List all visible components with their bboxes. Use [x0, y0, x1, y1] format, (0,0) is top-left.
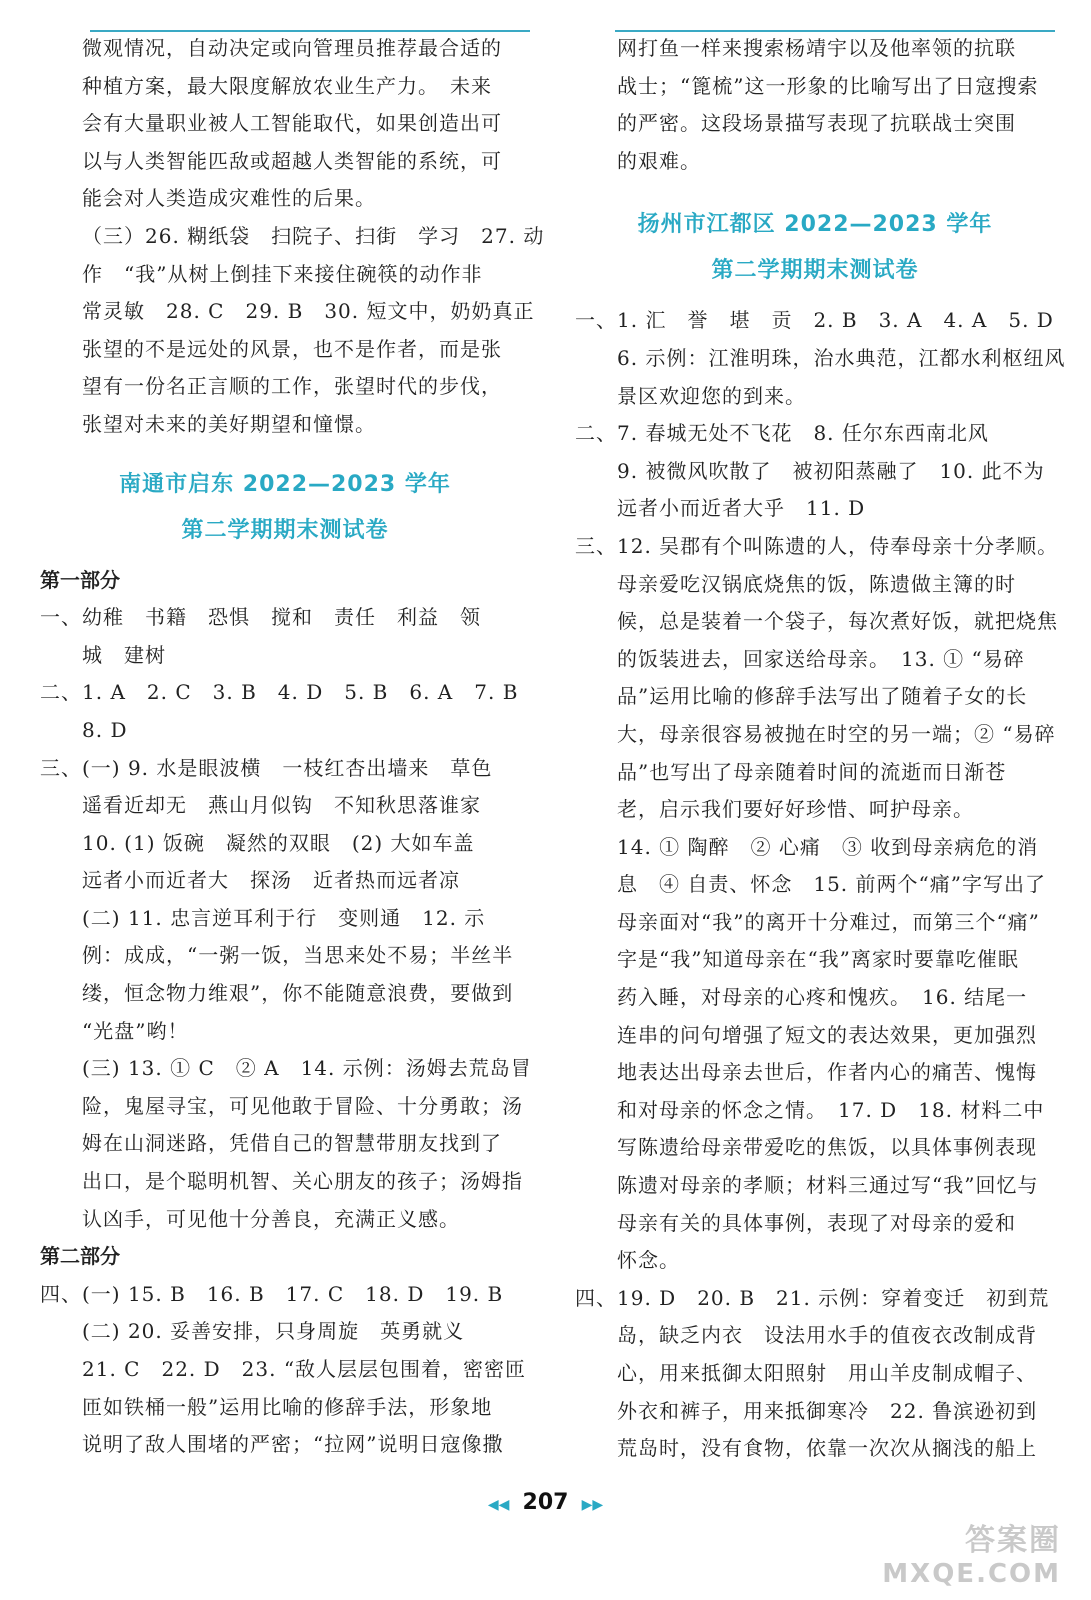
- answer-line: (二) 20. 妥善安排，只身周旋 英勇就义: [82, 1319, 465, 1344]
- answer-line: 荒岛时，没有食物，依靠一次次从搁浅的船上: [617, 1436, 1037, 1461]
- answer-line: （三）26. 糊纸袋 扫院子、扫街 学习 27. 动: [82, 223, 545, 248]
- answer-line: 作 “我”从树上倒挂下来接住碗筷的动作非: [82, 261, 483, 286]
- answer-line: 心，用来抵御太阳照射 用山羊皮制成帽子、: [617, 1361, 1037, 1385]
- answer-line: 认凶手，可见他十分善良，充满正义感。: [82, 1206, 460, 1231]
- answer-line: 出口，是个聪明机智、关心朋友的孩子；汤姆指: [82, 1169, 523, 1194]
- answer-line: 陈遗对母亲的孝顺；材料三通过写“我”回忆与: [617, 1173, 1039, 1198]
- section-title-yangzhou-line2: 第二学期期末测试卷: [711, 258, 919, 284]
- answer-line: 遥看近却无 燕山月似钩 不知秋思落谁家: [82, 793, 481, 818]
- answer-line: 和对母亲的怀念之情。 17. D 18. 材料二中: [617, 1097, 1045, 1122]
- answer-line: 候，总是装着一个袋子，每次煮好饭，就把烧焦: [617, 609, 1058, 634]
- answer-line: 21. C 22. D 23. “敌人层层包围着，密密匝: [82, 1357, 527, 1381]
- answer-line: (二) 11. 忠言逆耳利于行 变则通 12. 示: [82, 905, 486, 930]
- answer-line: 怀念。: [617, 1248, 680, 1273]
- answer-line: 一、1. 汇 誉 堪 贡 2. B 3. A 4. A 5. D: [575, 308, 1054, 333]
- answer-line: 微观情况，自动决定或向管理员推荐最合适的: [82, 36, 502, 60]
- left-answers-continued: [40, 30, 545, 444]
- answer-line: 品”运用比喻的修辞手法写出了随着子女的长: [617, 684, 1028, 709]
- answer-line: 匝如铁桶一般”运用比喻的修辞手法，形象地: [82, 1394, 493, 1419]
- yangzhou-answers: [575, 302, 1066, 1467]
- answer-line: 二、7. 春城无处不飞花 8. 任尔东西南北风: [575, 421, 989, 446]
- prev-arrows-icon: ◀◀: [487, 1497, 510, 1513]
- answer-line: 9. 被微风吹散了 被初阳蒸融了 10. 此不为: [617, 458, 1045, 483]
- answer-line: 缕，恒念物力维艰”，你不能随意浪费，要做到: [82, 981, 514, 1006]
- answer-line: 母亲面对“我”的离开十分难过，而第三个“痛”: [617, 909, 1040, 934]
- answer-line: 城 建树: [82, 642, 166, 667]
- answer-line: 写陈遗给母亲带爱吃的焦饭，以具体事例表现: [617, 1135, 1037, 1160]
- answer-line: 的艰难。: [617, 148, 701, 173]
- answer-line: 四、19. D 20. B 21. 示例：穿着变迁 初到荒: [575, 1285, 1050, 1310]
- answer-line: 母亲有关的具体事例，表现了对母亲的爱和: [617, 1210, 1016, 1235]
- left-column: [40, 30, 545, 1464]
- answer-line: 地表达出母亲去世后，作者内心的痛苦、愧悔: [617, 1060, 1037, 1085]
- answer-line: 8. D: [82, 717, 128, 742]
- answer-line: 能会对人类造成灾难性的后果。: [82, 186, 376, 211]
- answer-line: 会有大量职业被人工智能取代，如果创造出可: [82, 111, 502, 136]
- answer-line: 三、12. 吴郡有个叫陈遗的人，侍奉母亲十分孝顺。: [575, 533, 1059, 558]
- right-column: [575, 30, 1066, 1468]
- answer-line: 母亲爱吃汉锅底烧焦的饭，陈遗做主簿的时: [617, 571, 1016, 596]
- answer-line: 一、幼稚 书籍 恐惧 搅和 责任 利益 领: [40, 605, 481, 630]
- section-title-nantong-line2: 第二学期期末测试卷: [181, 517, 389, 543]
- answer-line: 种植方案，最大限度解放农业生产力。 未来: [82, 73, 492, 98]
- answer-line: 息 ④ 自责、怀念 15. 前两个“痛”字写出了: [617, 872, 1046, 897]
- answer-line: 远者小而近者大乎 11. D: [617, 496, 866, 521]
- answer-line: 大，母亲很容易被抛在时空的另一端；② “易碎: [617, 721, 1056, 746]
- next-arrows-icon: ▶▶: [581, 1497, 604, 1513]
- answer-line: 的饭装进去，回家送给母亲。 13. ① “易碎: [617, 646, 1025, 671]
- part-one-heading: 第一部分: [40, 567, 120, 592]
- answer-line: 的严密。这段场景描写表现了抗联战士突围: [617, 111, 1016, 136]
- answer-line: 6. 示例：江淮明珠，治水典范，江都水利枢纽风: [617, 345, 1066, 370]
- answer-line: 品”也写出了母亲随着时间的流逝而日渐苍: [617, 759, 1007, 784]
- section-title-yangzhou-line1: 扬州市江都区 2022—2023 学年: [637, 212, 993, 238]
- answer-line: 常灵敏 28. C 29. B 30. 短文中，奶奶真正: [82, 299, 535, 324]
- answer-line: (三) 13. ① C ② A 14. 示例：汤姆去荒岛冒: [82, 1056, 532, 1081]
- answer-line: 景区欢迎您的到来。: [617, 383, 806, 408]
- answer-line: 药入睡，对母亲的心疼和愧疚。 16. 结尾一: [617, 985, 1028, 1010]
- watermark-text: 答案圈: [965, 1523, 1061, 1558]
- answer-line: 连串的问句增强了短文的表达效果，更加强烈: [617, 1022, 1037, 1047]
- page-number: 207: [522, 1490, 569, 1515]
- answer-line: 远者小而近者大 探汤 近者热而远者凉: [82, 868, 460, 893]
- answer-line: 10. (1) 饭碗 凝然的双眼 (2) 大如车盖: [82, 830, 475, 855]
- answer-line: 险，鬼屋寻宝，可见他敢于冒险、十分勇敢；汤: [82, 1093, 523, 1118]
- answer-line: 张望对未来的美好期望和憧憬。: [82, 411, 376, 436]
- answer-line: “光盘”哟！: [82, 1018, 189, 1043]
- answer-line: 四、(一) 15. B 16. B 17. C 18. D 19. B: [40, 1281, 504, 1306]
- answer-line: 三、(一) 9. 水是眼波横 一枝红杏出墙来 草色: [40, 755, 493, 780]
- answer-line: 14. ① 陶醉 ② 心痛 ③ 收到母亲病危的消: [617, 834, 1039, 859]
- answer-line: 姆在山洞迷路，凭借自己的智慧带朋友找到了: [82, 1131, 502, 1156]
- answer-line: 张望的不是远处的风景，也不是作者，而是张: [82, 336, 502, 361]
- answer-line: 二、1. A 2. C 3. B 4. D 5. B 6. A 7. B: [40, 680, 519, 705]
- section-title-nantong-line1: 南通市启东 2022—2023 学年: [119, 471, 451, 497]
- answer-line: 说明了敌人围堵的严密；“拉网”说明日寇像撒: [82, 1432, 504, 1457]
- answer-line: 老，启示我们要好好珍惜、呵护母亲。: [617, 797, 974, 822]
- part-two-answers: [40, 1276, 530, 1464]
- right-answers-continued: [575, 30, 1055, 180]
- answer-line: 网打鱼一样来搜索杨靖宇以及他率领的抗联: [617, 36, 1016, 60]
- answer-line: 以与人类智能匹敌或超越人类智能的系统，可: [82, 148, 502, 173]
- answer-line: 岛，缺乏内衣 设法用水手的值夜衣改制成背: [617, 1323, 1037, 1348]
- watermark-url: MXQE.COM: [882, 1559, 1061, 1589]
- page-footer: [0, 1490, 1091, 1515]
- answer-line: 外衣和裤子，用来抵御寒冷 22. 鲁滨逊初到: [617, 1398, 1038, 1423]
- part-two-heading: 第二部分: [40, 1244, 120, 1269]
- watermark-logo: [882, 1515, 1061, 1589]
- answer-line: 字是“我”知道母亲在“我”离家时要靠吃催眠: [617, 947, 1019, 972]
- part-one-answers: [40, 599, 530, 1238]
- answer-line: 望有一份名正言顺的工作，张望时代的步伐，: [82, 374, 502, 399]
- answer-line: 例：成成，“一粥一饭，当思来处不易；半丝半: [82, 943, 514, 968]
- answer-line: 战士；“篦梳”这一形象的比喻写出了日寇搜索: [617, 73, 1039, 98]
